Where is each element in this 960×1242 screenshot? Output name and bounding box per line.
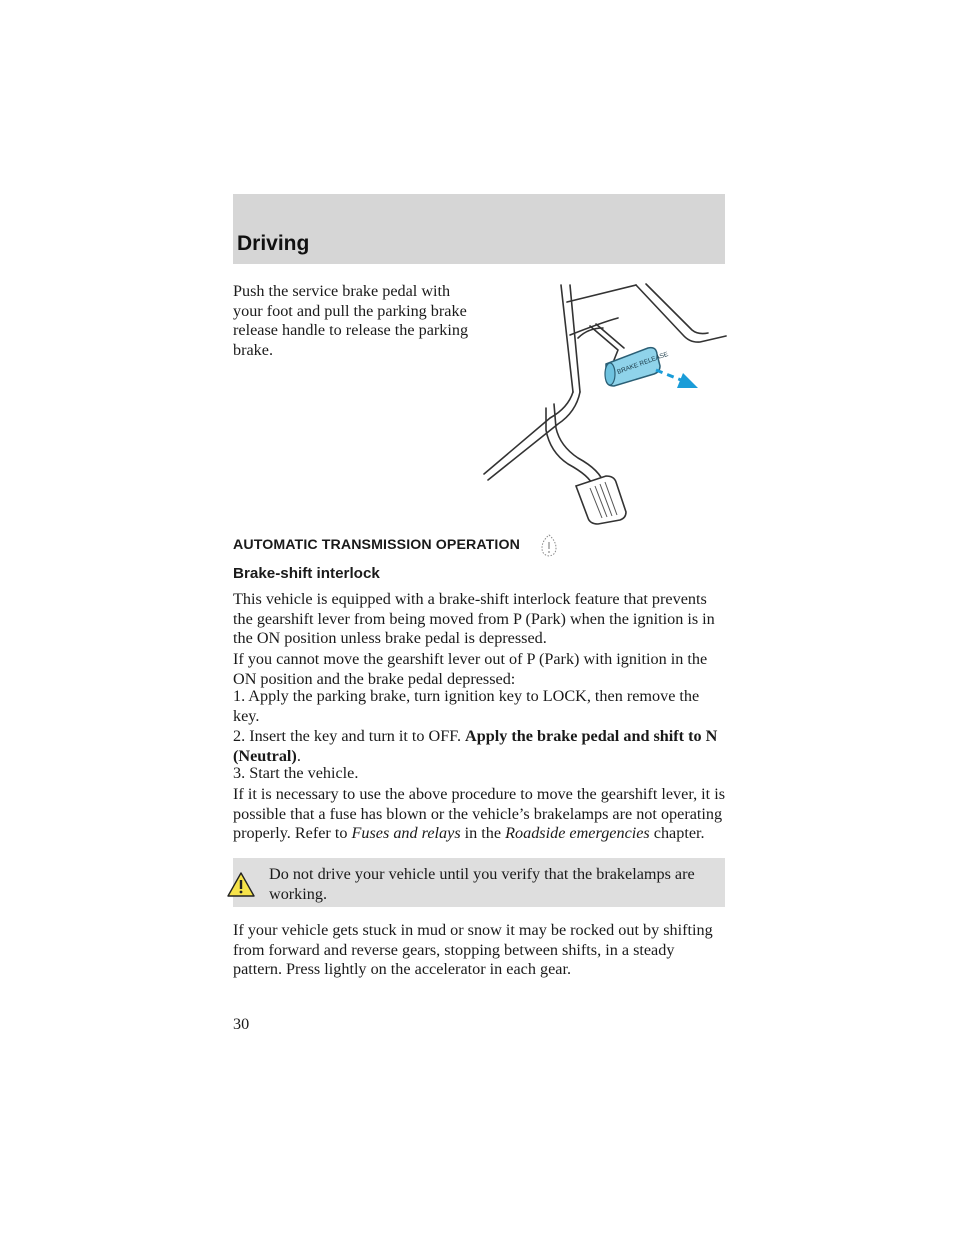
- procedure-step-2: [233, 727, 725, 766]
- environment-caution-icon: [538, 533, 560, 559]
- dash-line: [646, 284, 708, 334]
- fuse-note-end: chapter.: [653, 824, 705, 842]
- section-heading: AUTOMATIC TRANSMISSION OPERATION: [233, 537, 520, 553]
- fuses-relays-reference: Fuses and relays: [351, 824, 461, 842]
- stuck-vehicle-paragraph: If your vehicle gets stuck in mud or snow it may be rocked out by shifting from forward and reverse gears, stopping between shifts, in a steady pattern. Press lightly on the accelerator in each gear.: [233, 921, 713, 978]
- brake-pedal-pad: [576, 476, 626, 524]
- panel-edge-line: [484, 392, 573, 474]
- warning-triangle-icon: [226, 870, 256, 898]
- fuse-note-paragraph: [233, 785, 725, 844]
- procedure-step-3: 3. Start the vehicle.: [233, 764, 359, 782]
- subsection-heading: Brake-shift interlock: [233, 565, 380, 582]
- parking-brake-illustration: [478, 280, 728, 525]
- dash-line: [567, 285, 636, 302]
- fuse-note-text: If it is necessary to use the above procedure to move the gearshift lever, it is possible that a fuse has blown or the vehicle’s brakelamps are not operating properly. Refer to: [233, 785, 726, 842]
- pull-direction-arrow: [656, 370, 698, 388]
- interlock-condition: If you cannot move the gearshift lever out of P (Park) with ignition in the ON position and the brake pedal depressed:: [233, 650, 708, 688]
- dash-line: [636, 285, 726, 342]
- interlock-description: This vehicle is equipped with a brake-shift interlock feature that prevents the gearshift lever from being moved from P (Park) when the ignition is in the ON position unless brake pedal is depressed.: [233, 590, 715, 647]
- step-2-end: .: [296, 746, 301, 765]
- roadside-emergencies-reference: Roadside emergencies: [505, 824, 650, 842]
- dash-line: [570, 318, 618, 335]
- section-header-title: Driving: [237, 232, 310, 255]
- cable-line: [596, 324, 624, 348]
- pedal-arm: [554, 404, 604, 484]
- step-2-bold-text: Apply the brake pedal and shift to N (Neutral): [233, 727, 718, 765]
- brake-release-handle: [605, 348, 670, 386]
- intro-paragraph: Push the service brake pedal with your foot and pull the parking brake release handle to release the parking brake.: [233, 282, 469, 359]
- fuse-note-connector: in the: [464, 824, 502, 842]
- page-number: 30: [233, 1015, 250, 1033]
- procedure-step-1: 1. Apply the parking brake, turn ignition key to LOCK, then remove the key.: [233, 687, 700, 725]
- warning-text: Do not drive your vehicle until you verify that the brakelamps are working.: [269, 865, 695, 903]
- handle-label: BRAKE RELEASE: [616, 350, 670, 376]
- pedal-arm: [546, 408, 593, 486]
- step-2-text: 2. Insert the key and turn it to OFF.: [233, 727, 461, 745]
